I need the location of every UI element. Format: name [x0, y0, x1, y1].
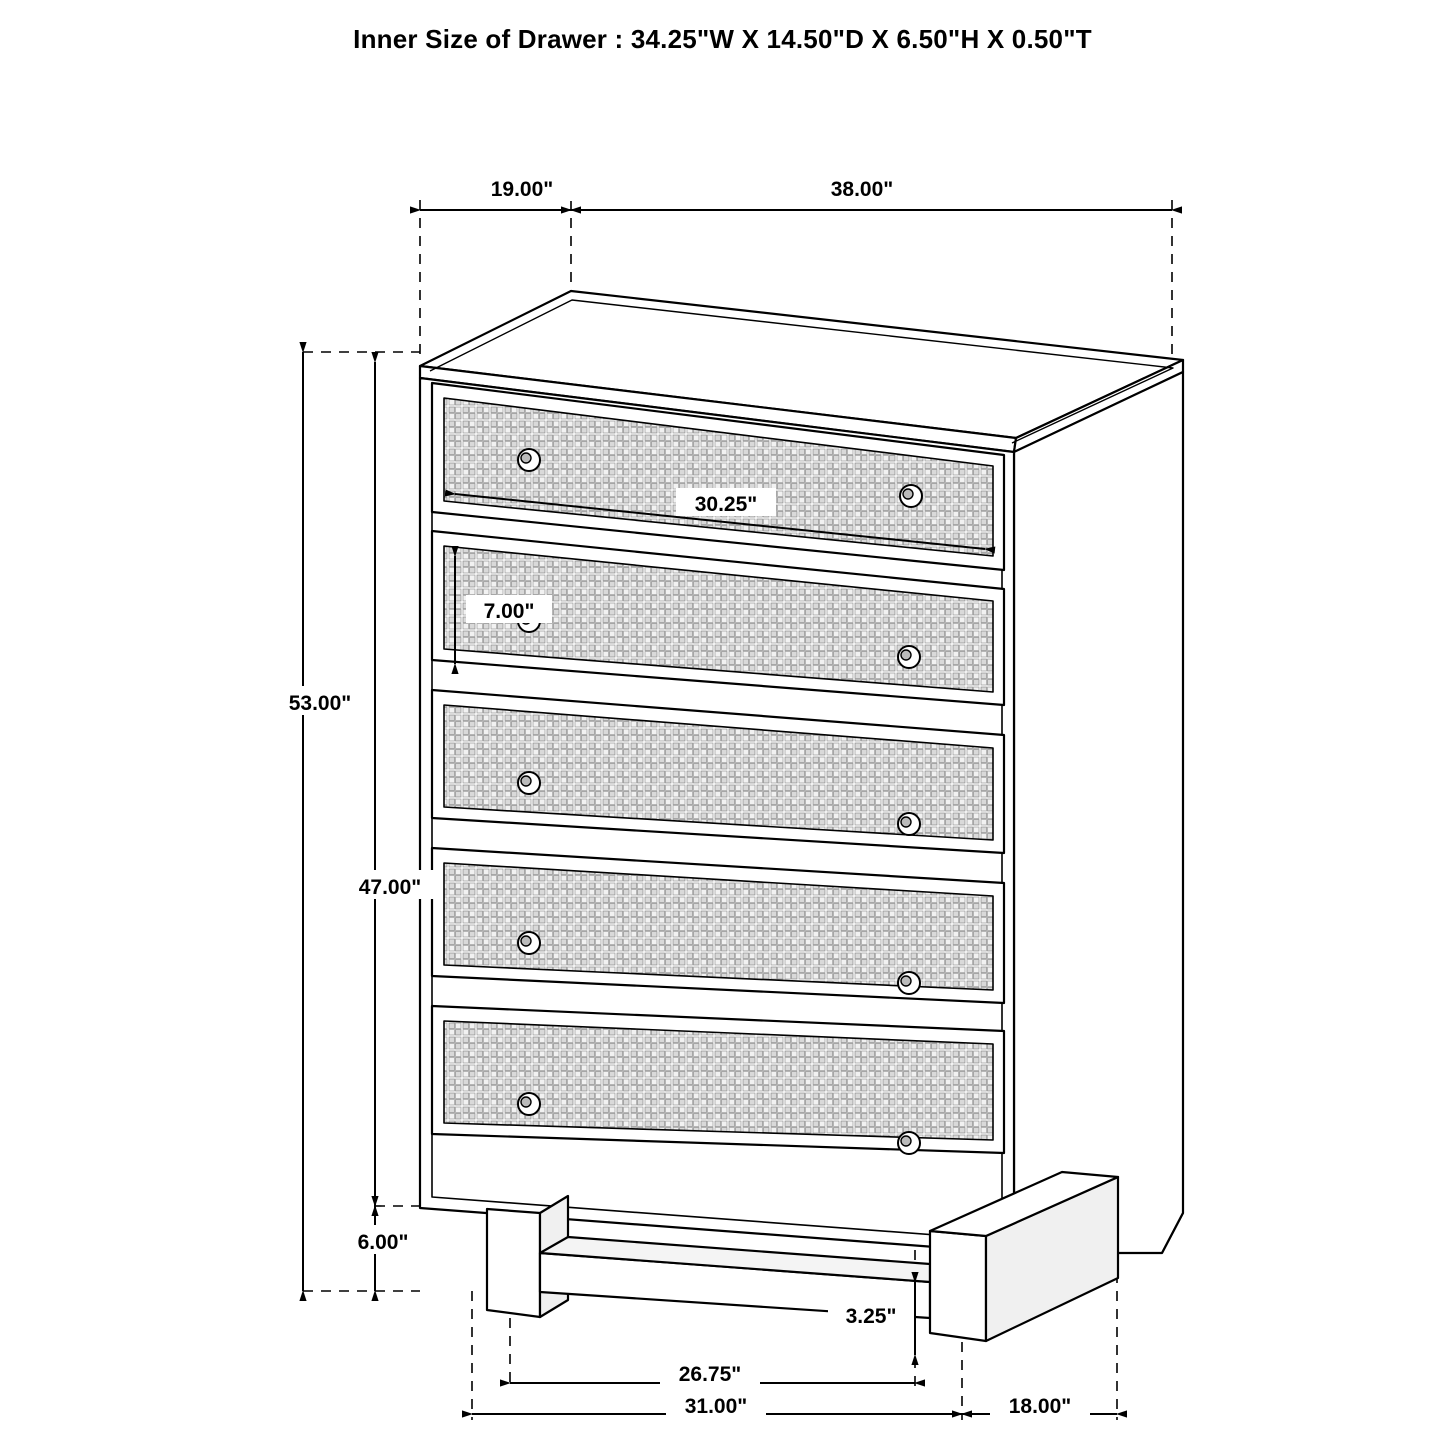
dim-label-leg-height: 6.00" — [357, 1231, 409, 1254]
dim-label-leg-inner-span: 26.75" — [678, 1363, 742, 1386]
dim-label-base-depth: 18.00" — [1008, 1395, 1072, 1418]
page-title: Inner Size of Drawer : 34.25"W X 14.50"D X 6.50"H X 0.50"T — [353, 24, 1092, 54]
dim-label-drawer-height: 7.00" — [483, 600, 535, 623]
dim-label-width-top: 38.00" — [830, 178, 894, 201]
dim-label-depth-top: 19.00" — [490, 178, 554, 201]
dim-label-total-height: 53.00" — [288, 692, 352, 715]
dim-label-leg-outer-span: 31.00" — [684, 1395, 748, 1418]
dim-label-cabinet-height: 47.00" — [358, 876, 422, 899]
dim-label-stretcher-height: 3.25" — [845, 1305, 897, 1328]
dim-label-drawer-width: 30.25" — [694, 493, 758, 516]
